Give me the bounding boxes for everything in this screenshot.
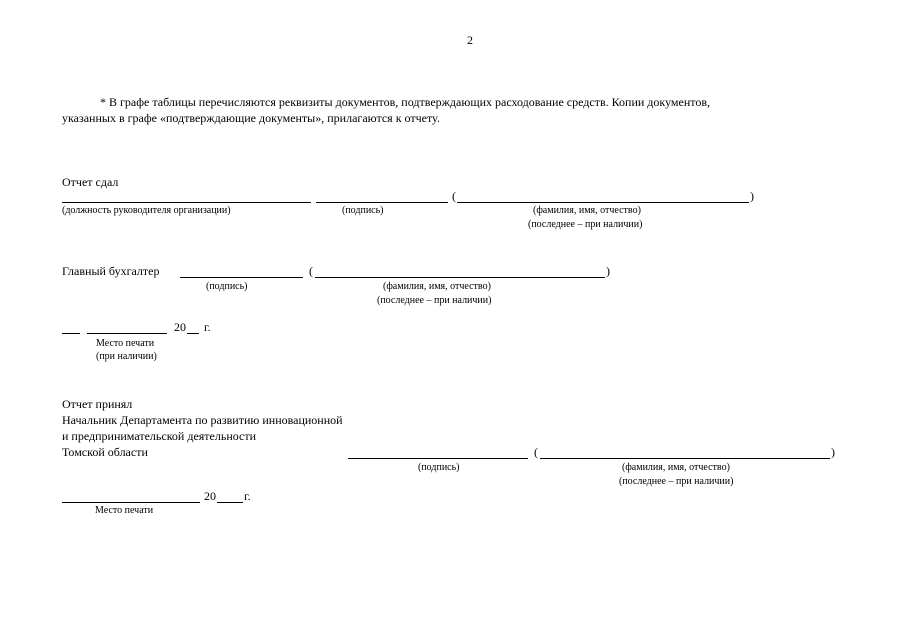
accepted-name-caption: (фамилия, имя, отчество) (622, 462, 730, 473)
accepted-paren-open: ( (534, 445, 538, 459)
stamp-label-2: Место печати (95, 505, 154, 516)
name-paren-close: ) (750, 189, 754, 203)
accepted-patronymic-note: (последнее – при наличии) (619, 476, 734, 487)
footnote-line-1: * В графе таблицы перечисляются реквизиты документов, подтверждающих расходование средств. Копии документов, (100, 95, 711, 109)
submitted-heading: Отчет сдал (62, 175, 119, 189)
stamp-note: (при наличии) (96, 351, 157, 362)
footnote-line-2: указанных в графе «подтверждающие документы», прилагаются к отчету. (62, 111, 440, 125)
accountant-name-caption: (фамилия, имя, отчество) (383, 281, 491, 292)
accountant-signature-line (180, 277, 303, 278)
name-caption: (фамилия, имя, отчество) (533, 205, 641, 216)
accepted-signature-caption: (подпись) (418, 462, 460, 473)
position-line (62, 202, 311, 203)
accountant-signature-caption: (подпись) (206, 281, 248, 292)
accountant-paren-open: ( (309, 264, 313, 278)
year-line (187, 333, 199, 334)
position-caption: (должность руководителя организации) (62, 205, 231, 216)
month-line (87, 333, 167, 334)
signature-caption: (подпись) (342, 205, 384, 216)
accepted-signature-line (348, 458, 528, 459)
year-prefix-2: 20 (204, 489, 216, 503)
date-line (62, 502, 200, 503)
accepted-line-2: и предпринимательской деятельности (62, 429, 257, 443)
accepted-paren-close: ) (831, 445, 835, 459)
accountant-paren-close: ) (606, 264, 610, 278)
accepted-line-3: Томской области (62, 445, 148, 459)
accountant-patronymic-note: (последнее – при наличии) (377, 295, 492, 306)
name-line (457, 202, 749, 203)
day-line (62, 333, 80, 334)
accepted-line-1: Начальник Департамента по развитию инновационной (62, 413, 343, 427)
accepted-name-line (540, 458, 830, 459)
accountant-label: Главный бухгалтер (62, 264, 160, 278)
stamp-label: Место печати (96, 338, 155, 349)
signature-line (316, 202, 448, 203)
year-prefix: 20 (174, 320, 186, 334)
name-paren-open: ( (452, 189, 456, 203)
year-line-2 (217, 502, 243, 503)
accepted-heading: Отчет принял (62, 397, 133, 411)
accountant-name-line (315, 277, 605, 278)
page-number: 2 (467, 33, 473, 47)
patronymic-note: (последнее – при наличии) (528, 219, 643, 230)
year-suffix: г. (204, 320, 211, 334)
year-suffix-2: г. (244, 489, 251, 503)
